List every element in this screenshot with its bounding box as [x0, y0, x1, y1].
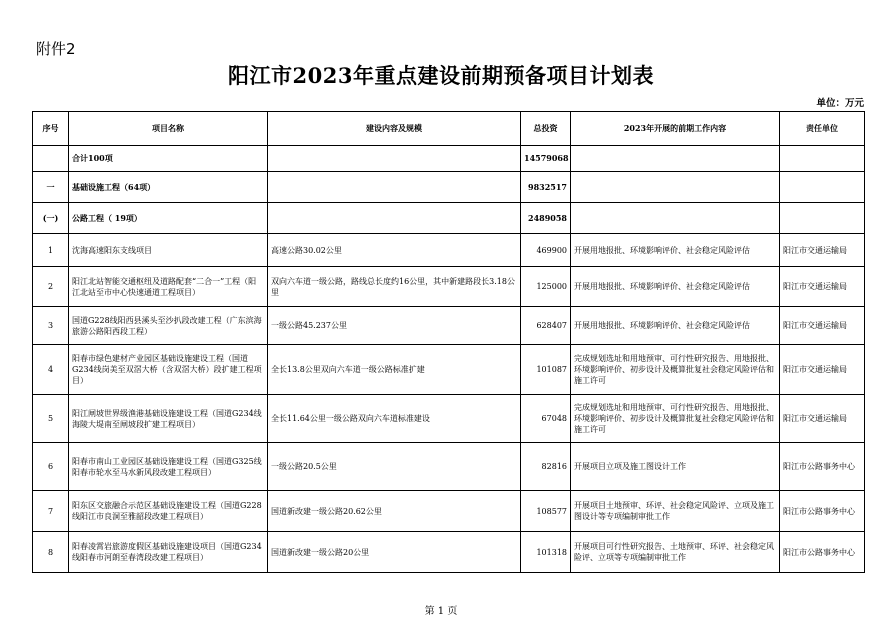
- header-investment: 总投资: [521, 112, 571, 146]
- row-content: 全长11.64公里一级公路双向六车道标准建设: [268, 395, 521, 443]
- table-header-row: [33, 112, 865, 146]
- header-seq: 序号: [33, 112, 69, 146]
- header-dept: 责任单位: [780, 112, 865, 146]
- row-name: 阳春市南山工业园区基础设施建设工程（国道G325线阳春市轮水至马水新风段改建工程项目）: [69, 443, 268, 491]
- row-seq: 8: [33, 532, 69, 573]
- row-seq: 3: [33, 307, 69, 345]
- row-work: 开展用地报批、环境影响评价、社会稳定风险评估: [571, 234, 780, 267]
- row-content: 国道新改建一级公路20公里: [268, 532, 521, 573]
- attachment-label: 附件2: [36, 40, 76, 58]
- header-work: 2023年开展的前期工作内容: [571, 112, 780, 146]
- row-content: 双向六车道一级公路，路线总长度约16公里，其中新建路段长3.18公里: [268, 267, 521, 307]
- group-row: [33, 172, 865, 203]
- row-seq: 6: [33, 443, 69, 491]
- row-seq: 4: [33, 345, 69, 395]
- row-seq: 1: [33, 234, 69, 267]
- row-investment: 82816: [521, 443, 571, 491]
- subgroup-investment: 2489058: [521, 203, 571, 234]
- row-seq: 5: [33, 395, 69, 443]
- row-name: 阳东区交旅融合示范区基础设施建设工程（国道G228线阳江市良洞至雅韶段改建工程项目）: [69, 491, 268, 532]
- group-seq: 一: [33, 172, 69, 203]
- row-work: 开展项目可行性研究报告、土地预审、环评、社会稳定风险评、立项等专项编制审批工作: [571, 532, 780, 573]
- table-row: [33, 234, 865, 267]
- row-content: 高速公路30.02公里: [268, 234, 521, 267]
- row-name: 阳春凌霄岩旅游度假区基础设施建设项目（国道G234线阳春市河朗至春湾段改建工程项目）: [69, 532, 268, 573]
- table-row: [33, 345, 865, 395]
- row-investment: 469900: [521, 234, 571, 267]
- table-row: [33, 443, 865, 491]
- header-content: 建设内容及规模: [268, 112, 521, 146]
- row-content: 全长13.8公里双向六车道一级公路标准扩建: [268, 345, 521, 395]
- row-investment: 125000: [521, 267, 571, 307]
- row-dept: 阳江市交通运输局: [780, 395, 865, 443]
- row-name: 阳春市绿色建材产业园区基础设施建设工程（国道G234线岗美至双滘大桥（含双滘大桥）段扩建工程项目）: [69, 345, 268, 395]
- row-dept: 阳江市公路事务中心: [780, 532, 865, 573]
- row-work: 开展用地报批、环境影响评价、社会稳定风险评估: [571, 267, 780, 307]
- row-dept: 阳江市交通运输局: [780, 234, 865, 267]
- page-number: 第 1 页: [424, 606, 458, 617]
- row-work: 完成规划选址和用地预审、可行性研究报告、用地报批、环境影响评价、初步设计及概算批复社会稳定风险评估和施工许可: [571, 345, 780, 395]
- row-dept: 阳江市公路事务中心: [780, 491, 865, 532]
- row-content: 国道新改建一级公路20.62公里: [268, 491, 521, 532]
- row-seq: 7: [33, 491, 69, 532]
- row-investment: 101318: [521, 532, 571, 573]
- row-dept: 阳江市公路事务中心: [780, 443, 865, 491]
- header-name: 项目名称: [69, 112, 268, 146]
- row-content: 一级公路45.237公里: [268, 307, 521, 345]
- summary-investment: 14579068: [521, 146, 571, 172]
- row-content: 一级公路20.5公里: [268, 443, 521, 491]
- row-investment: 101087: [521, 345, 571, 395]
- page-title: 阳江市2023年重点建设前期预备项目计划表: [228, 63, 654, 88]
- row-seq: 2: [33, 267, 69, 307]
- row-work: 开展项目立项及施工图设计工作: [571, 443, 780, 491]
- row-investment: 628407: [521, 307, 571, 345]
- row-name: 阳江闸坡世界级渔港基础设施建设工程（国道G234线海陵大堤南至闸坡段扩建工程项目）: [69, 395, 268, 443]
- summary-row: [33, 146, 865, 172]
- subgroup-row: [33, 203, 865, 234]
- row-name: 国道G228线阳西县溪头至沙扒段改建工程（广东滨海旅游公路阳西段工程）: [69, 307, 268, 345]
- row-name: 阳江北站智能交通枢纽及道路配套“二合一”工程（阳江北站至市中心快速通道工程项目）: [69, 267, 268, 307]
- row-dept: 阳江市交通运输局: [780, 267, 865, 307]
- row-work: 开展用地报批、环境影响评价、社会稳定风险评估: [571, 307, 780, 345]
- table-row: [33, 307, 865, 345]
- table-row: [33, 532, 865, 573]
- group-investment: 9832517: [521, 172, 571, 203]
- row-investment: 108577: [521, 491, 571, 532]
- unit-label: 单位：万元: [816, 98, 864, 109]
- row-work: 完成规划选址和用地预审、可行性研究报告、用地报批、环境影响评价、初步设计及概算批复社会稳定风险评估和施工许可: [571, 395, 780, 443]
- subgroup-label: 公路工程（ 19项）: [69, 203, 268, 234]
- table-row: [33, 395, 865, 443]
- summary-label: 合计100项: [69, 146, 268, 172]
- table-row: [33, 267, 865, 307]
- group-label: 基础设施工程（64项）: [69, 172, 268, 203]
- row-work: 开展项目土地预审、环评、社会稳定风险评、立项及施工图设计等专项编制审批工作: [571, 491, 780, 532]
- row-investment: 67048: [521, 395, 571, 443]
- row-name: 沈海高速阳东支线项目: [69, 234, 268, 267]
- row-dept: 阳江市交通运输局: [780, 307, 865, 345]
- subgroup-seq: (一): [33, 203, 69, 234]
- table-row: [33, 491, 865, 532]
- project-table: [32, 111, 865, 573]
- row-dept: 阳江市交通运输局: [780, 345, 865, 395]
